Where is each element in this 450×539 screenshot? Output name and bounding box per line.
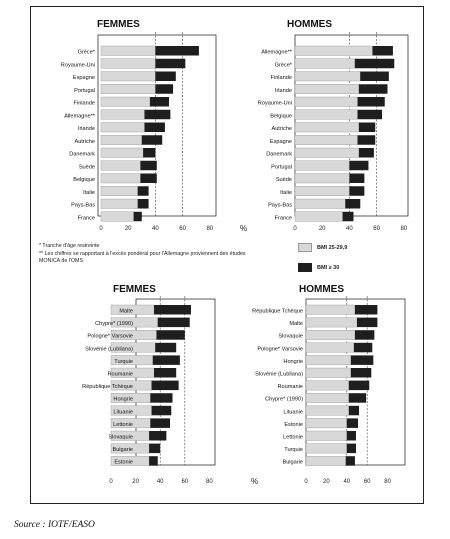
panel2-title: HOMMES: [287, 19, 332, 30]
panel4-category-label-8: Lituanie: [283, 409, 303, 416]
panel2-bar-light-4: [295, 97, 358, 107]
panel1-category-label-0: Grèce*: [77, 49, 95, 56]
panel4-category-label-11: Turquie: [284, 447, 303, 454]
panel2-category-label-5: Belgique: [270, 113, 292, 120]
panel1-category-label-5: Allemagne**: [64, 113, 95, 120]
panel4-bar-light-2: [306, 330, 355, 340]
panel2-category-label-7: Espagne: [269, 138, 292, 145]
panel1-category-label-11: Italie: [83, 189, 95, 196]
panel1-category-label-3: Portugal: [74, 87, 95, 94]
panel3-bar-dark-3: [155, 343, 176, 353]
panel2-bar-light-10: [295, 174, 349, 184]
panel4-bar-light-3: [306, 343, 354, 353]
panel1-bar-dark-6: [145, 123, 165, 133]
panel1-bar-light-11: [101, 186, 138, 196]
panel3-bar-dark-2: [157, 330, 185, 340]
panel1-category-label-8: Danemark: [69, 151, 95, 158]
panel4-bar-light-6: [306, 381, 349, 391]
panel2-bar-light-2: [295, 72, 360, 82]
panel2-category-label-10: Suède: [275, 177, 292, 183]
panel2-bar-dark-3: [359, 84, 388, 94]
panel4-bar-dark-8: [349, 406, 359, 416]
panel1-bar-light-9: [101, 161, 140, 171]
panel1-tick-label-1: 20: [124, 226, 132, 232]
legend-swatch-dark: [298, 263, 312, 272]
panel1-bar-light-2: [101, 72, 155, 82]
panel3-bar-dark-0: [154, 305, 191, 315]
panel3-bar-dark-7: [150, 393, 172, 403]
panel2-bar-light-6: [295, 123, 359, 133]
panel1-tick-label-4: 80: [206, 226, 214, 232]
panel2-bar-light-12: [295, 199, 345, 209]
panel1-bar-dark-4: [150, 97, 169, 107]
panel3-bar-dark-9: [150, 418, 170, 428]
panel3-category-label-1: Chypre* (1990): [95, 321, 133, 328]
panel2-bar-dark-0: [373, 46, 393, 56]
panel1-tick-label-3: 60: [179, 226, 186, 232]
panel2-axis-unit-label: %: [240, 224, 248, 233]
panel4-tick-label-4: 80: [384, 479, 391, 485]
panel2-category-label-3: Irlande: [274, 87, 292, 94]
panel2-bar-dark-5: [358, 110, 382, 120]
panel1-bar-dark-11: [138, 186, 149, 196]
panel2-category-label-13: France: [274, 215, 292, 222]
panel1-category-label-13: France: [77, 215, 95, 222]
panel4-bar-light-0: [306, 305, 355, 315]
panel1-category-label-12: Pays-Bas: [71, 202, 95, 209]
panel2-bar-light-3: [295, 84, 359, 94]
panel1-title: FEMMES: [97, 19, 140, 30]
panel2-bar-light-7: [295, 135, 358, 145]
panel2-bar-light-8: [295, 148, 359, 158]
legend-item-light: [298, 243, 347, 252]
panel1-bar-light-3: [101, 84, 155, 94]
panel4-title: HOMMES: [299, 284, 344, 295]
panel2-bar-light-9: [295, 161, 349, 171]
panel4-category-label-4: Hongrie: [283, 358, 303, 365]
panel4-tick-label-0: 0: [304, 479, 308, 485]
panel3-category-label-8: Lituanie: [113, 409, 133, 416]
panel2-bar-dark-7: [358, 135, 376, 145]
panel4-bar-dark-4: [351, 355, 373, 365]
panel3-tick-label-3: 60: [181, 479, 189, 485]
panel4-bar-light-12: [306, 456, 346, 466]
panel4-bar-light-7: [306, 393, 349, 403]
panel3-category-label-6: République Tchèque: [82, 384, 133, 391]
panel4-bar-light-9: [306, 418, 347, 428]
panel1-bar-dark-1: [155, 59, 185, 69]
panel2-bar-light-5: [295, 110, 358, 120]
legend-item-dark: [298, 263, 347, 272]
panel4-bar-dark-0: [355, 305, 377, 315]
panel4-bar-light-1: [306, 318, 357, 328]
legend-label-light: BMI 25-29,9: [317, 244, 348, 251]
panel2-bar-dark-2: [360, 72, 389, 82]
panel2-bar-light-13: [295, 212, 343, 222]
legend-swatch-light: [298, 243, 312, 252]
panel3-category-label-2: Pologne* Varsovie: [87, 333, 133, 340]
panel3-tick-label-2: 40: [156, 479, 164, 485]
panel4-bar-dark-3: [354, 343, 372, 353]
panel2-bar-dark-10: [349, 174, 364, 184]
panel2-category-label-0: Allemagne**: [261, 49, 292, 56]
panel3-tick-label-0: 0: [109, 479, 113, 485]
panel2-bar-dark-12: [345, 199, 360, 209]
panel1-bar-dark-13: [134, 212, 142, 222]
panel1-bar-light-7: [101, 135, 142, 145]
panel3-category-label-12: Estonie: [114, 459, 133, 466]
panel1-bar-light-4: [101, 97, 150, 107]
panel2-bar-light-11: [295, 186, 349, 196]
panel1-category-label-9: Suède: [78, 164, 95, 171]
footnote-1: * Tranche d'âge restreinte: [39, 243, 100, 249]
panel3-category-label-7: Hongrie: [113, 396, 133, 403]
panel4-bar-light-4: [306, 355, 351, 365]
panel2-category-label-4: Royaume-Uni: [257, 100, 292, 107]
panel1-bar-dark-10: [140, 174, 156, 184]
panel1-tick-label-0: 0: [99, 226, 103, 232]
panel3-category-label-0: Malte: [119, 308, 133, 315]
panel2-bar-light-0: [295, 46, 373, 56]
panel2-bar-dark-13: [343, 212, 354, 222]
panel1-bar-light-8: [101, 148, 143, 158]
legend-label-dark: BMI ≥ 30: [317, 264, 340, 271]
panel4-bar-dark-9: [347, 418, 358, 428]
panel3-category-label-9: Lettonie: [113, 421, 133, 428]
panel4-category-label-2: Slovaquie: [278, 333, 303, 340]
panel2-bar-dark-4: [358, 97, 385, 107]
panel2-category-label-2: Finlande: [270, 75, 292, 81]
panel1-tick-label-2: 40: [152, 226, 159, 232]
panel3-bar-dark-4: [153, 355, 180, 365]
panel4-category-label-10: Lettonie: [283, 434, 303, 441]
panel3-category-label-10: Slovaquie: [108, 434, 133, 441]
panel2-tick-label-2: 40: [346, 226, 353, 232]
panel1-category-label-10: Belgique: [73, 177, 95, 183]
panel3-bar-dark-12: [149, 456, 158, 466]
panel2-bar-dark-1: [355, 59, 394, 69]
panel2-category-label-9: Portugal: [271, 164, 292, 171]
panel1-bar-dark-2: [155, 72, 175, 82]
panel4-category-label-9: Estonie: [284, 421, 303, 428]
panel4-tick-label-2: 40: [343, 479, 351, 485]
panel4-category-label-0: République Tchèque: [252, 308, 303, 315]
panel4-tick-label-3: 60: [363, 479, 371, 485]
panel2-bar-dark-11: [349, 186, 364, 196]
panel1-bar-light-1: [101, 59, 155, 69]
panel4-bar-light-8: [306, 406, 349, 416]
panel3-category-label-3: Slovénie (Lubliana): [85, 346, 133, 353]
panel2-tick-label-0: 0: [293, 226, 297, 232]
panel2-category-label-6: Autriche: [271, 126, 292, 132]
panel2-bar-dark-9: [349, 161, 368, 171]
panel3-title: FEMMES: [113, 284, 156, 295]
source-caption: Source : IOTF/EASO: [14, 520, 95, 530]
footnote-2: ** Les chiffres se rapportant à l'excès pondéral pour l'Allemagne proviennent des études MONICA de l'OMS: [39, 251, 246, 264]
panel3-bar-dark-11: [149, 444, 160, 454]
panel2-category-label-12: Pays-Bas: [268, 202, 292, 209]
panel1-category-label-7: Autriche: [74, 138, 95, 145]
panel4-bar-dark-1: [357, 318, 377, 328]
panel3-bar-dark-8: [152, 406, 172, 416]
panel1-bar-dark-5: [145, 110, 171, 120]
panel4-category-label-7: Chypre* (1990): [265, 396, 303, 403]
panel3-bar-dark-6: [152, 381, 179, 391]
panel4-category-label-1: Malte: [289, 321, 303, 328]
panel1-bar-light-10: [101, 174, 140, 184]
panel3-tick-label-1: 20: [132, 479, 139, 485]
panel2-bar-light-1: [295, 59, 355, 69]
panel1-bar-dark-8: [143, 148, 155, 158]
panel4-category-label-6: Roumanie: [277, 384, 303, 391]
panel4-bar-dark-12: [346, 456, 355, 466]
legend: [298, 243, 347, 283]
panel1-bar-light-6: [101, 123, 145, 133]
panel2-tick-label-3: 60: [373, 226, 380, 232]
panel2-tick-label-4: 80: [400, 226, 408, 232]
panel1-bar-light-5: [101, 110, 145, 120]
panel2-category-label-8: Danemark: [266, 151, 292, 158]
panel3-bar-dark-1: [158, 318, 190, 328]
panel4-bar-light-5: [306, 368, 351, 378]
panel1-bar-dark-9: [140, 161, 156, 171]
footnotes: [39, 243, 259, 266]
panel3-category-label-4: Turquie: [114, 358, 133, 365]
panel4-bar-dark-2: [355, 330, 374, 340]
panel1-category-label-4: Finlande: [73, 100, 95, 107]
panel4-bar-dark-10: [347, 431, 356, 441]
panel1-category-label-2: Espagne: [72, 75, 95, 81]
panel4-category-label-5: Slovénie (Lubliana): [255, 371, 303, 378]
panel4-bar-dark-11: [347, 444, 356, 454]
panel3-category-label-11: Bulgarie: [112, 447, 133, 454]
panel3-tick-label-4: 80: [206, 479, 213, 485]
panel4-bar-dark-7: [349, 393, 366, 403]
panel4-bar-light-11: [306, 444, 347, 454]
panel1-bar-light-0: [101, 46, 155, 56]
panel4-tick-label-1: 20: [323, 479, 330, 485]
panel3-bar-dark-5: [154, 368, 176, 378]
panel1-category-label-1: Royaume-Uni: [60, 62, 95, 69]
panel1-bar-dark-0: [155, 46, 199, 56]
panel4-category-label-3: Pologne* Varsovie: [257, 346, 303, 353]
panel4-bar-dark-5: [351, 368, 371, 378]
panel2-category-label-1: Grèce*: [274, 62, 292, 69]
panel1-bar-dark-12: [138, 199, 149, 209]
panel2-tick-label-1: 20: [318, 226, 326, 232]
panel4-category-label-12: Bulgarie: [282, 459, 303, 466]
panel3-bar-dark-10: [149, 431, 166, 441]
panel3-category-label-5: Roumanie: [107, 371, 133, 378]
panel2-bar-dark-8: [359, 148, 374, 158]
panel4-bar-dark-6: [349, 381, 369, 391]
panel1-bar-dark-7: [142, 135, 162, 145]
panel2-bar-dark-6: [359, 123, 375, 133]
panel4-bar-light-10: [306, 431, 347, 441]
panel1-bar-dark-3: [155, 84, 173, 94]
panel1-bar-light-13: [101, 212, 134, 222]
panel4-axis-unit-label: %: [251, 477, 259, 486]
panel2-category-label-11: Italie: [280, 189, 292, 196]
panel1-category-label-6: Irlande: [77, 126, 95, 132]
panel1-bar-light-12: [101, 199, 138, 209]
